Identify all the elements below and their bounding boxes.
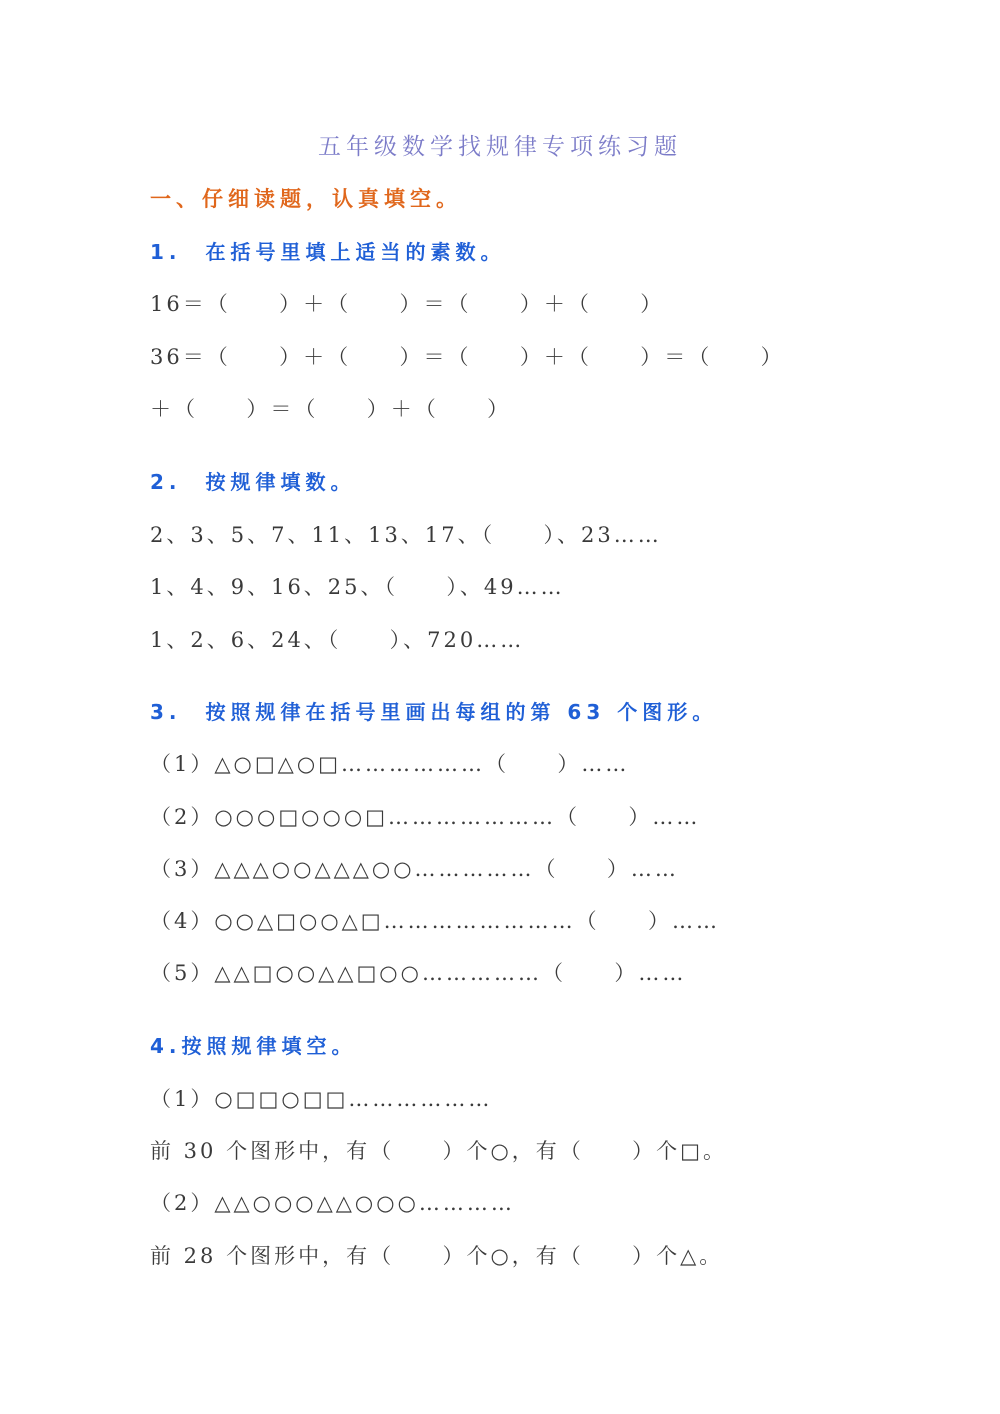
question-2-line: 1、2、6、24、（ ）、720…… — [150, 628, 525, 652]
question-3-line: （3）△△△○○△△△○○……………（ ）…… — [150, 857, 679, 881]
question-3-line: （2）○○○□○○○□…………………（ ）…… — [150, 805, 701, 829]
question-3-line: （1）△○□△○□………………（ ）…… — [150, 752, 630, 776]
question-1-line: ＋（ ）＝（ ）＋（ ） — [150, 397, 512, 421]
question-2-line: 1、4、9、16、25、（ ）、49…… — [150, 575, 565, 599]
question-3-line: （5）△△□○○△△□○○……………（ ）…… — [150, 961, 687, 985]
question-4-line: 前 30 个图形中，有（ ）个○，有（ ）个□。 — [150, 1139, 727, 1163]
question-3-line: （4）○○△□○○△□……………………（ ）…… — [150, 909, 721, 933]
question-1-heading: 1. 在括号里填上适当的素数。 — [150, 240, 506, 264]
question-1-line: 16＝（ ）＋（ ）＝（ ）＋（ ） — [150, 292, 665, 316]
question-2-heading: 2. 按规律填数。 — [150, 470, 356, 494]
question-4-line: 前 28 个图形中，有（ ）个○，有（ ）个△。 — [150, 1244, 724, 1268]
section-heading: 一、仔细读题，认真填空。 — [150, 187, 462, 211]
page-title: 五年级数学找规律专项练习题 — [318, 134, 682, 160]
question-3-heading: 3. 按照规律在括号里画出每组的第 63 个图形。 — [150, 700, 718, 724]
question-1-line: 36＝（ ）＋（ ）＝（ ）＋（ ）＝（ ） — [150, 345, 785, 369]
question-2-line: 2、3、5、7、11、13、17、（ ）、23…… — [150, 523, 662, 547]
question-4-line: （2）△△○○○△△○○○………… — [150, 1191, 515, 1215]
question-4-line: （1）○□□○□□……………… — [150, 1087, 493, 1111]
question-4-heading: 4.按照规律填空。 — [150, 1034, 357, 1058]
